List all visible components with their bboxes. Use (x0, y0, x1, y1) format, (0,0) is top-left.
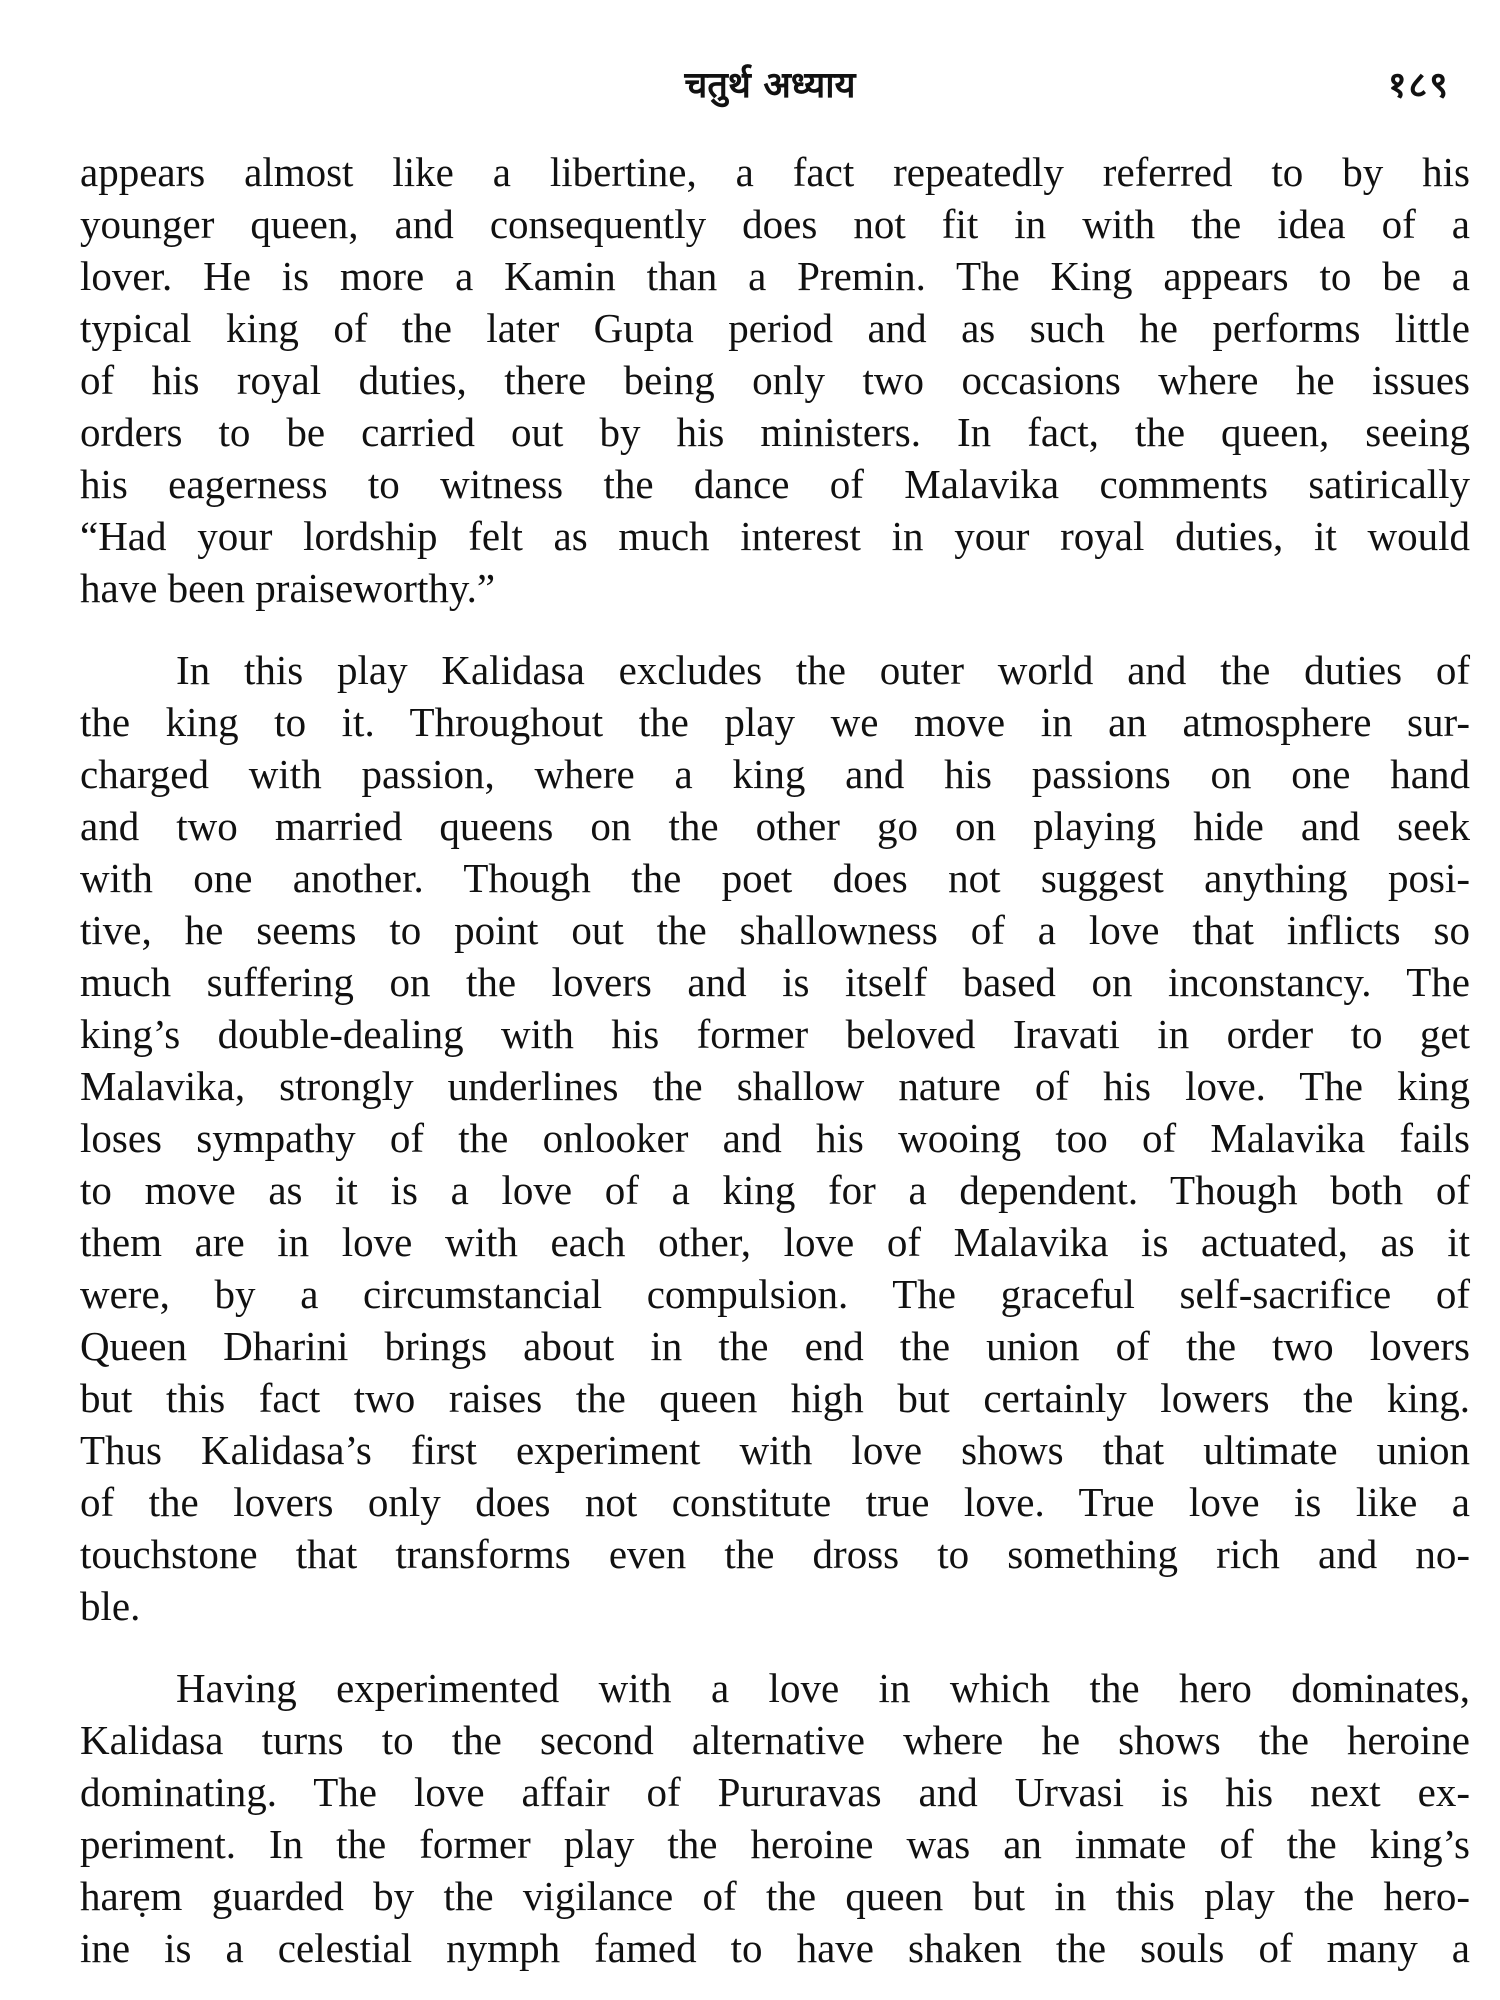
text-line: appears almost like a libertine, a fact repeatedly referred to by his (80, 149, 1470, 195)
text-line: periment. In the former play the heroine was an inmate of the king’s (80, 1821, 1470, 1867)
text-line: typical king of the later Gupta period and as such he performs little (80, 305, 1470, 351)
text-line: dominating. The love affair of Pururavas and Urvasi is his next ex- (80, 1769, 1470, 1815)
text-line: “Had your lordship felt as much interest in your royal duties, it would (80, 513, 1470, 559)
paragraph-1 (80, 146, 1470, 614)
text-line: king’s double-dealing with his former beloved Iravati in order to get (80, 1011, 1470, 1057)
page-header (80, 58, 1460, 118)
text-line: loses sympathy of the onlooker and his wooing too of Malavika fails (80, 1115, 1470, 1161)
text-line: Malavika, strongly underlines the shallow nature of his love. The king (80, 1063, 1470, 1109)
text-line: his eagerness to witness the dance of Malavika comments satirically (80, 461, 1470, 507)
text-line: but this fact two raises the queen high but certainly lowers the king. (80, 1375, 1470, 1421)
text-line: In this play Kalidasa excludes the outer world and the duties of (176, 647, 1470, 693)
page-number: १८९ (1387, 65, 1450, 106)
text-line: Queen Dharini brings about in the end the union of the two lovers (80, 1323, 1470, 1369)
paragraph-3 (80, 1662, 1470, 1974)
text-line: and two married queens on the other go on playing hide and seek (80, 803, 1470, 849)
text-line: younger queen, and consequently does not fit in with the idea of a (80, 201, 1470, 247)
text-line: Kalidasa turns to the second alternative where he shows the heroine (80, 1717, 1470, 1763)
text-line: to move as it is a love of a king for a dependent. Though both of (80, 1167, 1470, 1213)
text-line: the king to it. Throughout the play we move in an atmosphere sur- (80, 699, 1470, 745)
text-line: them are in love with each other, love of Malavika is actuated, as it (80, 1219, 1470, 1265)
text-line: of the lovers only does not constitute true love. True love is like a (80, 1479, 1470, 1525)
text-line: harẹm guarded by the vigilance of the queen but in this play the hero- (80, 1873, 1470, 1919)
running-title: चतुर्थ अध्याय (684, 65, 856, 106)
text-line: ble. (80, 1583, 141, 1629)
text-line: orders to be carried out by his ministers. In fact, the queen, seeing (80, 409, 1470, 455)
text-line: touchstone that transforms even the dross to something rich and no- (80, 1531, 1470, 1577)
text-line: ine is a celestial nymph famed to have shaken the souls of many a (80, 1925, 1470, 1971)
body-text (80, 146, 1470, 1974)
text-line: much suffering on the lovers and is itself based on inconstancy. The (80, 959, 1470, 1005)
text-line: were, by a circumstancial compulsion. The graceful self-sacrifice of (80, 1271, 1470, 1317)
text-line: tive, he seems to point out the shallowness of a love that inflicts so (80, 907, 1470, 953)
text-line: have been praiseworthy.” (80, 565, 496, 611)
text-line: Thus Kalidasa’s first experiment with love shows that ultimate union (80, 1427, 1470, 1473)
paragraph-gap (80, 1632, 1470, 1662)
text-line: Having experimented with a love in which the hero dominates, (176, 1665, 1470, 1711)
text-line: lover. He is more a Kamin than a Premin. The King appears to be a (80, 253, 1470, 299)
paragraph-gap (80, 614, 1470, 644)
paragraph-2 (80, 644, 1470, 1632)
text-line: charged with passion, where a king and his passions on one hand (80, 751, 1470, 797)
text-line: with one another. Though the poet does not suggest anything posi- (80, 855, 1470, 901)
text-line: of his royal duties, there being only two occasions where he issues (80, 357, 1470, 403)
